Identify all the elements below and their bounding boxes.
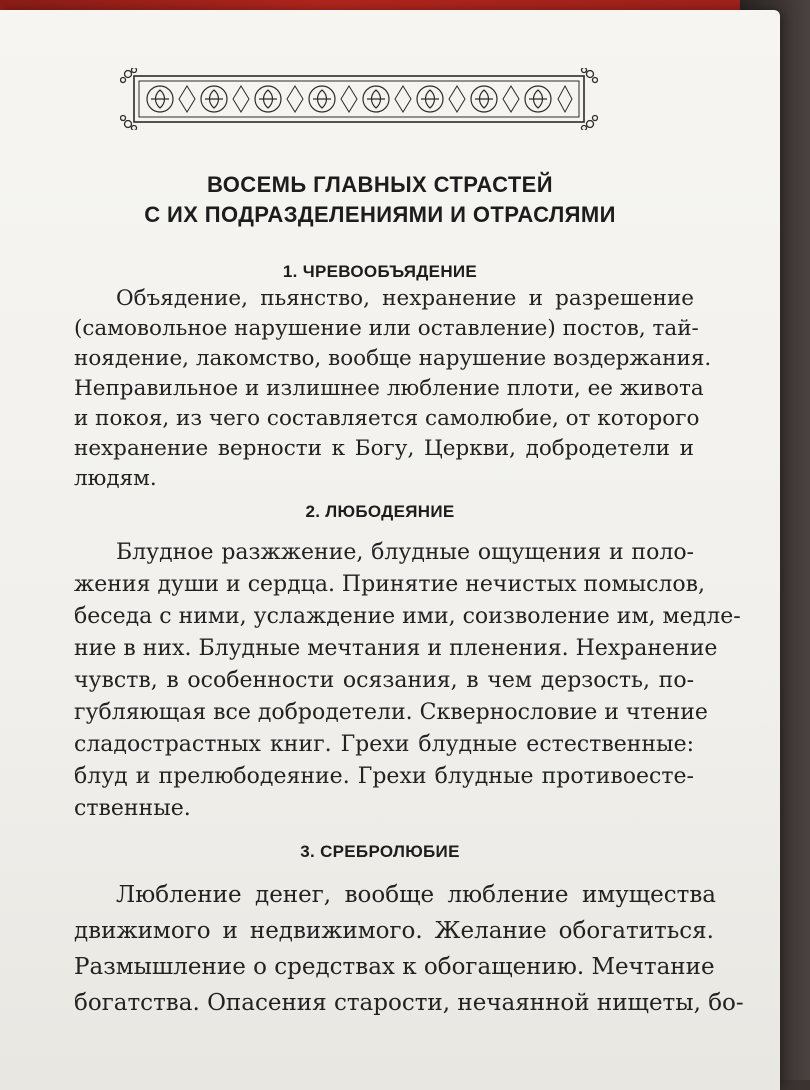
section-heading-gluttony: 1. ЧРЕВООБЪЯДЕНИЕ [282, 262, 478, 281]
text-line: (самовольное нарушение или оставление) постов, тай- [74, 316, 699, 341]
section-heading-avarice: 3. СРЕБРОЛЮБИЕ [300, 842, 460, 861]
text-line: Неправильное и излишнее любление плоти, ее живота [74, 376, 704, 401]
text-line: Объядение, пьянство, нехранение и разрешение [116, 286, 694, 311]
page-title-line-2: С ИХ ПОДРАЗДЕЛЕНИЯМИ И ОТРАСЛЯМИ [144, 202, 616, 227]
section-heading-fornication: 2. ЛЮБОДЕЯНИЕ [305, 502, 455, 521]
text-line: губляющая все добродетели. Сквернословие и чтение [74, 700, 708, 725]
page-title-line-1: ВОСЕМЬ ГЛАВНЫХ СТРАСТЕЙ [207, 172, 553, 197]
text-line: ноядение, лакомство, вообще нарушение воздержания. [74, 346, 712, 371]
decorative-ornament-border [120, 68, 598, 130]
text-line: ние в них. Блудные мечтания и пленения. Нехранение [74, 636, 718, 661]
text-line: Блудное разжжение, блудные ощущения и поло- [116, 540, 694, 565]
text-line: чувств, в особенности осязания, в чем дерзость, по- [74, 668, 694, 693]
text-line: движимого и недвижимого. Желание обогатиться. [74, 918, 714, 944]
text-line: Размышление о средствах к обогащению. Мечтание [74, 954, 715, 980]
text-line: Любление денег, вообще любление имущества [116, 882, 716, 908]
text-line: беседа с ними, услаждение ими, соизволение им, медле- [74, 604, 741, 629]
text-line: жения души и сердца. Принятие нечистых помыслов, [74, 572, 705, 597]
text-line: сладострастных книг. Грехи блудные естественные: [74, 732, 694, 757]
text-line: людям. [74, 466, 157, 491]
text-line: блуд и прелюбодеяние. Грехи блудные противоесте- [74, 764, 694, 789]
text-line: нехранение верности к Богу, Церкви, добродетели и [74, 436, 694, 461]
book-page [0, 10, 780, 1090]
text-line: богатства. Опасения старости, нечаянной нищеты, бо- [74, 990, 744, 1016]
text-line: ственные. [74, 796, 191, 821]
text-line: и покоя, из чего составляется самолюбие, от которого [74, 406, 700, 431]
